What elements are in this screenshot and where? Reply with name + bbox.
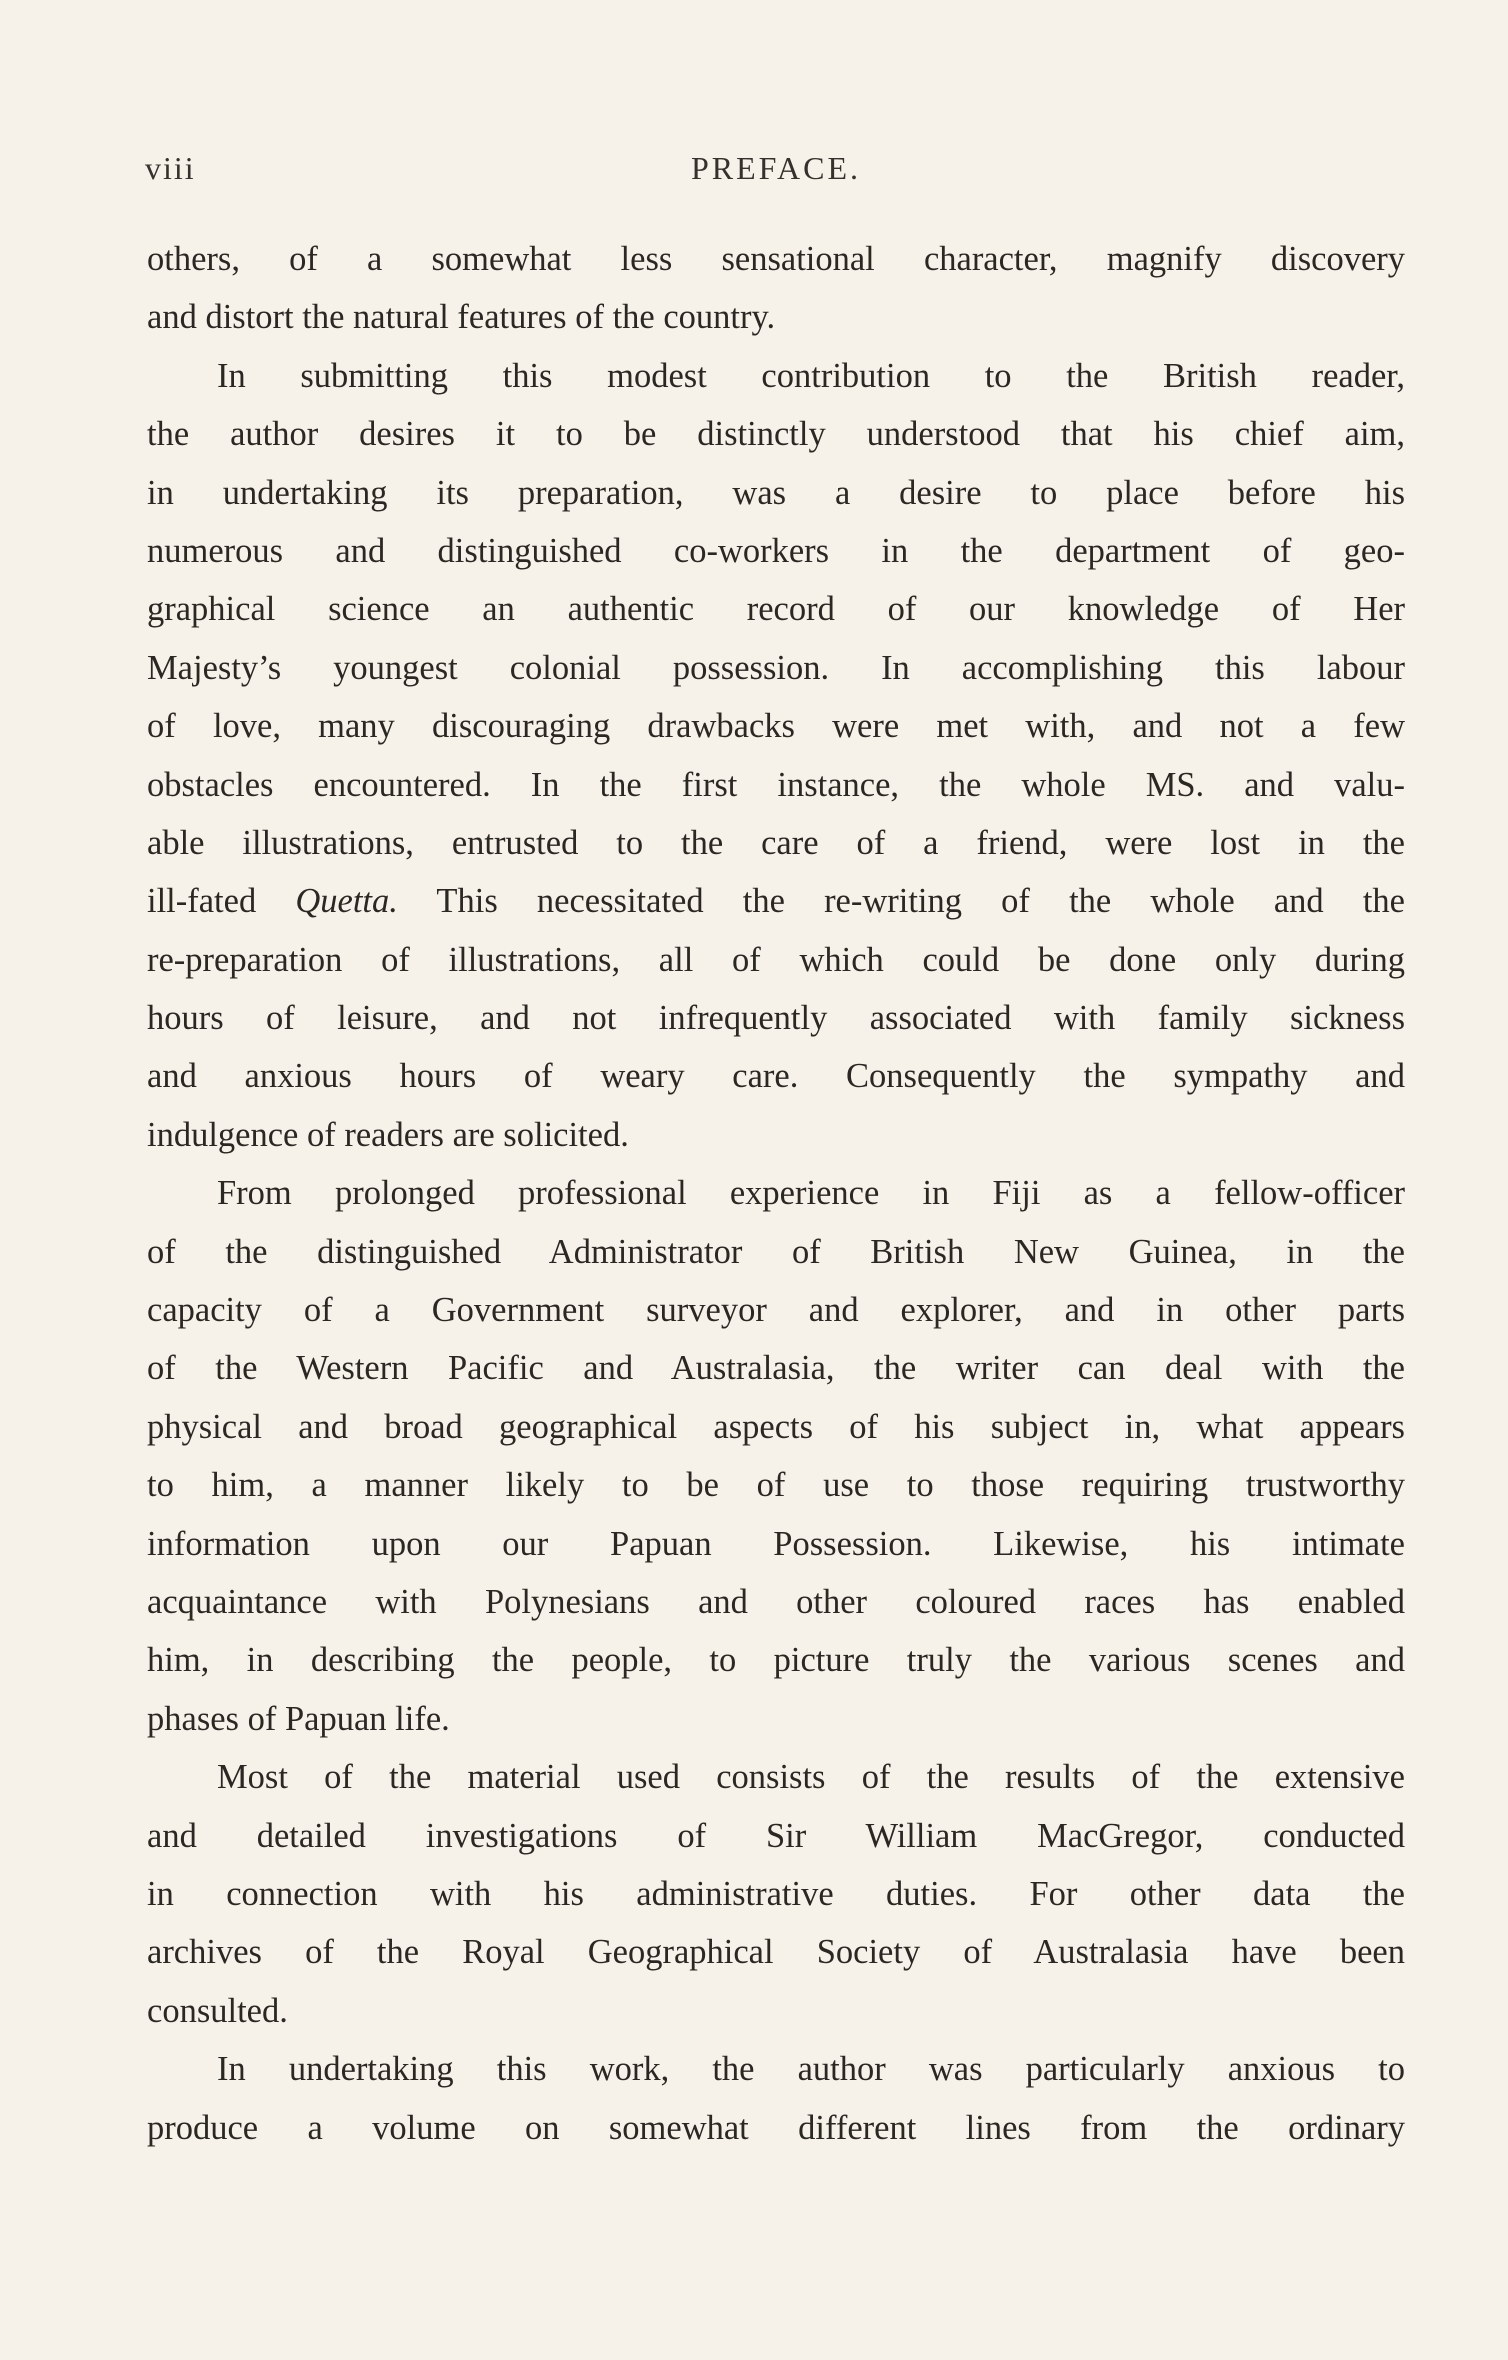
paragraph-3 xyxy=(147,1164,1405,1748)
text-line: phases of Papuan life. xyxy=(147,1699,450,1738)
text-line: From prolonged professional experience in Fiji as a fellow-officer xyxy=(217,1174,1405,1213)
text-line: in undertaking its preparation, was a desire to place before his xyxy=(147,473,1405,512)
ship-name-italic: Quetta. xyxy=(295,882,398,921)
text-line-with-italic xyxy=(147,872,1405,930)
text-line: indulgence of readers are solicited. xyxy=(147,1115,629,1154)
text-line: and distort the natural features of the country. xyxy=(147,298,776,337)
text-line: and detailed investigations of Sir William MacGregor, conducted xyxy=(147,1816,1405,1855)
paragraph-5 xyxy=(147,2040,1405,2157)
text-line: to him, a manner likely to be of use to those requiring trustworthy xyxy=(147,1466,1405,1505)
text-line: hours of leisure, and not infrequently associated with family sickness xyxy=(147,999,1405,1038)
paragraph-1 xyxy=(147,230,1405,347)
text-fragment: This necessitated the re-writing of the whole and the xyxy=(397,882,1405,921)
text-line: archives of the Royal Geographical Society of Australasia have been xyxy=(147,1933,1405,1972)
text-line: of love, many discouraging drawbacks were met with, and not a few xyxy=(147,707,1405,746)
text-line: Most of the material used consists of the results of the extensive xyxy=(217,1758,1405,1797)
text-line: obstacles encountered. In the first instance, the whole MS. and valu- xyxy=(147,765,1405,804)
text-line: re-preparation of illustrations, all of which could be done only during xyxy=(147,940,1405,979)
text-line: the author desires it to be distinctly understood that his chief aim, xyxy=(147,415,1405,454)
text-line: acquaintance with Polynesians and other coloured races has enabled xyxy=(147,1582,1405,1621)
text-line: able illustrations, entrusted to the care of a friend, were lost in the xyxy=(147,823,1405,862)
text-line: information upon our Papuan Possession. Likewise, his intimate xyxy=(147,1524,1405,1563)
body-text xyxy=(147,230,1405,2157)
text-line: him, in describing the people, to picture truly the various scenes and xyxy=(147,1641,1405,1680)
text-line: others, of a somewhat less sensational character, magnify discovery xyxy=(147,240,1405,278)
running-head xyxy=(145,150,1407,200)
text-line: of the Western Pacific and Australasia, the writer can deal with the xyxy=(147,1349,1405,1388)
text-line: of the distinguished Administrator of British New Guinea, in the xyxy=(147,1232,1405,1271)
text-line: consulted. xyxy=(147,1991,288,2030)
text-line: physical and broad geographical aspects of his subject in, what appears xyxy=(147,1407,1405,1446)
text-line: produce a volume on somewhat different lines from the ordinary xyxy=(147,2108,1405,2147)
paragraph-2 xyxy=(147,347,1405,1164)
text-line: In undertaking this work, the author was particularly anxious to xyxy=(217,2050,1405,2089)
text-line: capacity of a Government surveyor and explorer, and in other parts xyxy=(147,1291,1405,1330)
paragraph-4 xyxy=(147,1748,1405,2040)
text-line: graphical science an authentic record of our knowledge of Her xyxy=(147,590,1405,629)
text-line: numerous and distinguished co-workers in the department of geo- xyxy=(147,531,1405,570)
text-line: in connection with his administrative duties. For other data the xyxy=(147,1874,1405,1913)
running-title: PREFACE. xyxy=(690,150,862,186)
text-fragment: ill-fated xyxy=(147,882,296,921)
text-line: In submitting this modest contribution to the British reader, xyxy=(217,356,1405,395)
text-line: Majesty’s youngest colonial possession. In accomplishing this labour xyxy=(147,648,1405,687)
page-number: viii xyxy=(145,150,196,186)
text-line: and anxious hours of weary care. Consequently the sympathy and xyxy=(147,1057,1405,1096)
